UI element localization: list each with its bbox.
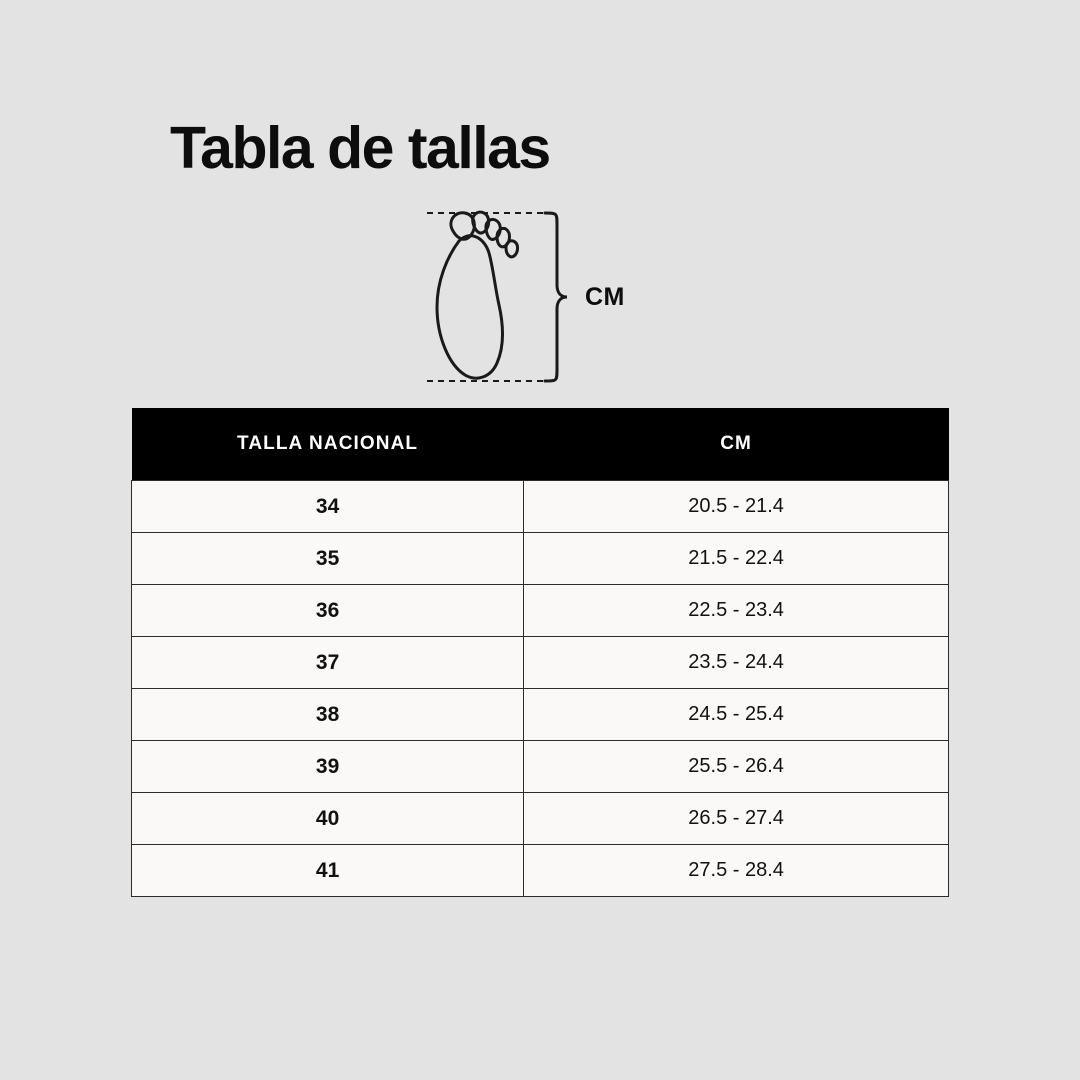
cell-cm: 25.5 - 26.4 bbox=[524, 741, 949, 793]
table-row bbox=[132, 585, 949, 637]
table-row bbox=[132, 689, 949, 741]
table-row bbox=[132, 741, 949, 793]
cell-talla: 39 bbox=[132, 741, 524, 793]
cell-talla: 35 bbox=[132, 533, 524, 585]
measurement-brace-icon bbox=[545, 213, 567, 381]
cell-talla: 37 bbox=[132, 637, 524, 689]
column-header-cm: CM bbox=[524, 408, 949, 481]
table-row bbox=[132, 793, 949, 845]
cell-cm: 27.5 - 28.4 bbox=[524, 845, 949, 897]
table-body bbox=[132, 481, 949, 897]
cell-cm: 20.5 - 21.4 bbox=[524, 481, 949, 533]
table-row bbox=[132, 845, 949, 897]
page-title: Tabla de tallas bbox=[170, 115, 550, 181]
cell-cm: 22.5 - 23.4 bbox=[524, 585, 949, 637]
size-table-container bbox=[131, 408, 949, 897]
foot-measurement-diagram bbox=[415, 205, 665, 390]
column-header-talla-nacional: TALLA NACIONAL bbox=[132, 408, 524, 481]
cell-cm: 24.5 - 25.4 bbox=[524, 689, 949, 741]
cell-cm: 26.5 - 27.4 bbox=[524, 793, 949, 845]
cell-talla: 41 bbox=[132, 845, 524, 897]
cell-cm: 21.5 - 22.4 bbox=[524, 533, 949, 585]
table-row bbox=[132, 481, 949, 533]
cell-talla: 40 bbox=[132, 793, 524, 845]
cm-measure-label: CM bbox=[585, 283, 625, 311]
cell-cm: 23.5 - 24.4 bbox=[524, 637, 949, 689]
cell-talla: 36 bbox=[132, 585, 524, 637]
foot-sole-icon bbox=[437, 212, 518, 378]
table-row bbox=[132, 637, 949, 689]
cell-talla: 38 bbox=[132, 689, 524, 741]
table-row bbox=[132, 533, 949, 585]
table-header-row bbox=[132, 408, 949, 481]
cell-talla: 34 bbox=[132, 481, 524, 533]
size-table bbox=[131, 408, 949, 897]
table-head bbox=[132, 408, 949, 481]
